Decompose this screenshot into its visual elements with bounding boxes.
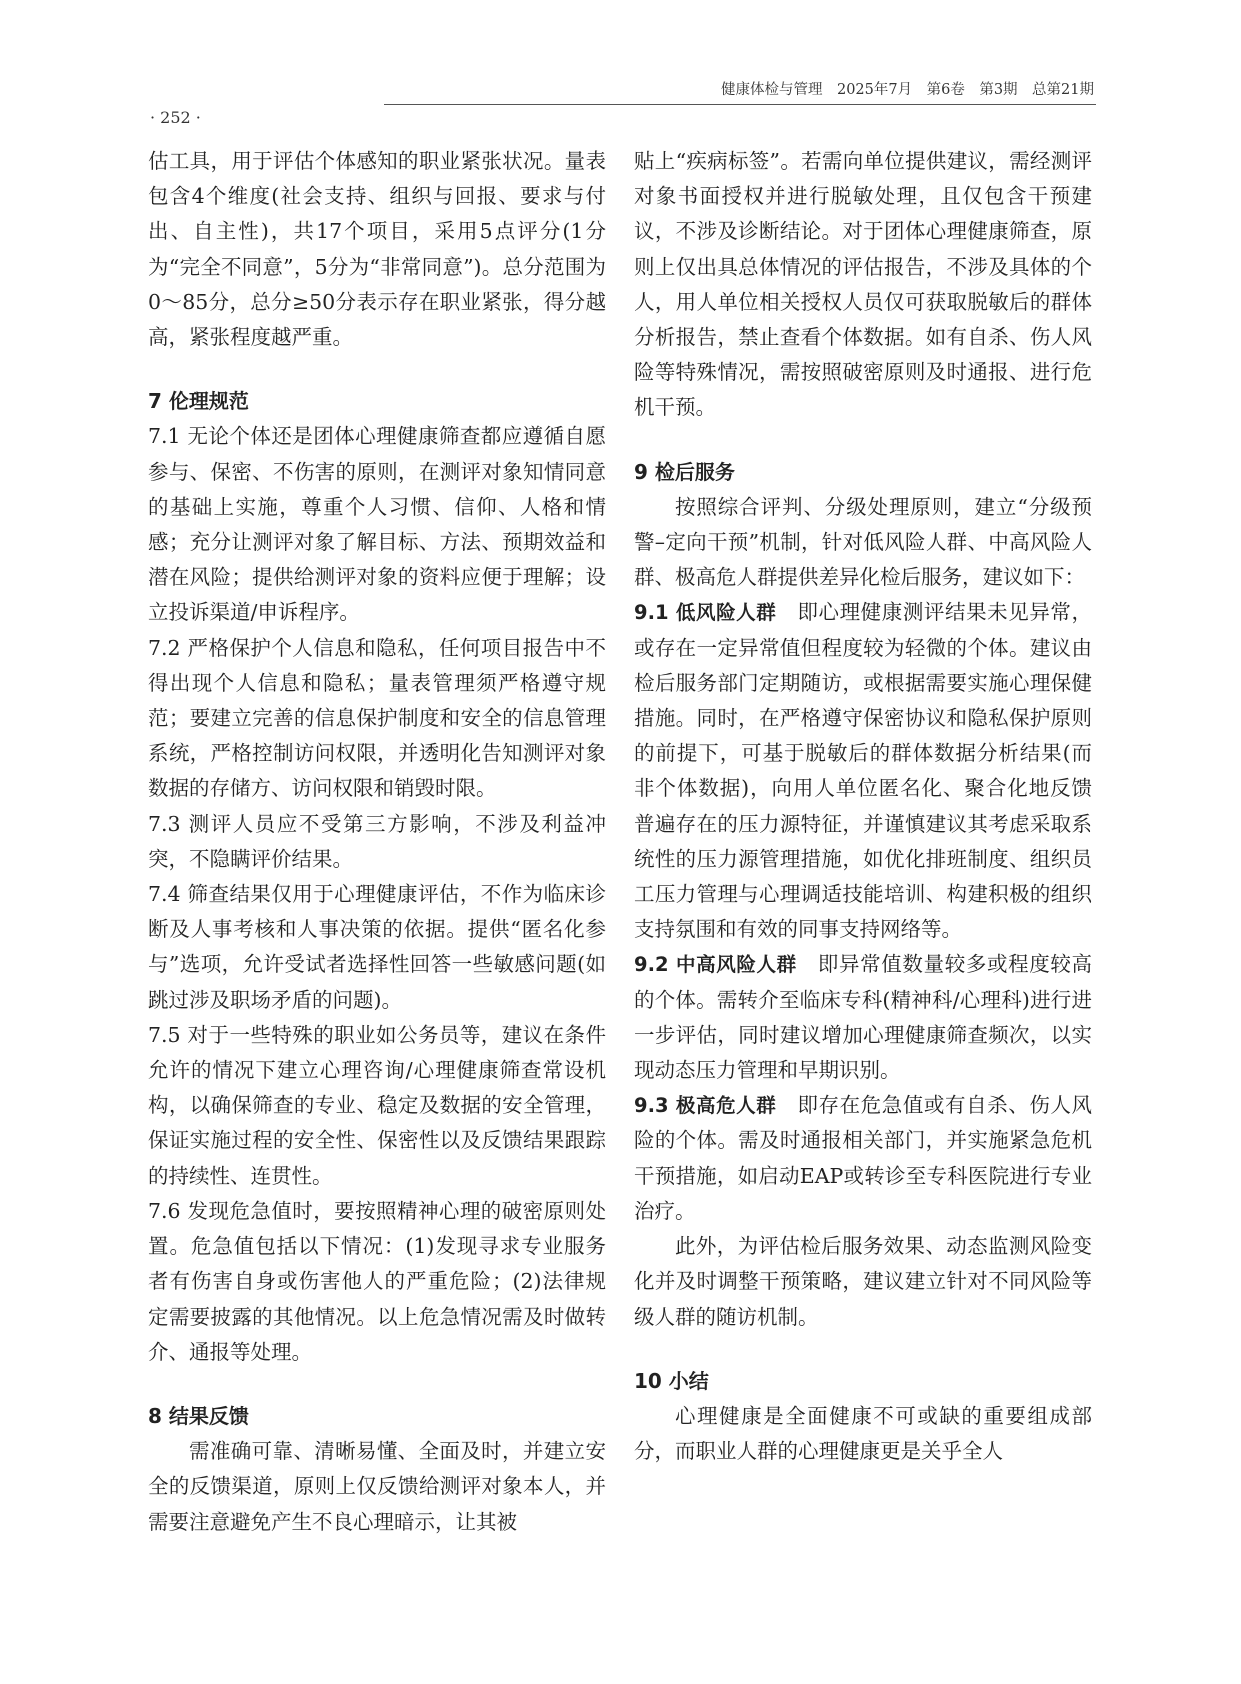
paragraph-9-2-body: 即异常值数量较多或程度较高的个体。需转介至临床专科(精神科/心理科)进行进一步评估，同时建议增加心理健康筛查频次，以实现动态压力管理和早期识别。 xyxy=(634,952,1092,1083)
paragraph-7-4: 7.4 筛查结果仅用于心理健康评估，不作为临床诊断及人事考核和人事决策的依据。提供“匿名化参与”选项，允许受试者选择性回答一些敏感问题(如跳过涉及职场矛盾的问题)。 xyxy=(148,882,606,1012)
page-number: · 252 · xyxy=(150,108,201,127)
paragraph-9-3-body: 即存在危急值或有自杀、伤人风险的个体。需及时通报相关部门，并实施紧急危机干预措施，如启动EAP或转诊至专科医院进行专业治疗。 xyxy=(634,1093,1093,1223)
left-column xyxy=(148,144,606,1540)
subheading-9-2: 9.2 中高风险人群 xyxy=(634,953,797,977)
paragraph-7-1: 7.1 无论个体还是团体心理健康筛查都应遵循自愿参与、保密、不伤害的原则，在测评对象知情同意的基础上实施，尊重个人习惯、信仰、人格和情感；充分让测评对象了解目标、方法、预期效益和潜在风险；提供给测评对象的资料应便于理解；设立投诉渠道/申诉程序。 xyxy=(148,424,606,625)
paragraph-8-1: 需准确可靠、清晰易懂、全面及时，并建立安全的反馈渠道，原则上仅反馈给测评对象本人，并需要注意避免产生不良心理暗示，让其被 xyxy=(148,1439,606,1534)
right-column xyxy=(634,144,1092,1469)
paragraph-10-1: 心理健康是全面健康不可或缺的重要组成部分，而职业人群的心理健康更是关乎全人 xyxy=(634,1403,1092,1464)
section-8-heading: 8 结果反馈 xyxy=(148,1403,249,1428)
section-9-heading: 9 检后服务 xyxy=(634,459,735,484)
section-7-heading: 7 伦理规范 xyxy=(148,389,249,414)
header-rule xyxy=(384,104,1096,105)
running-header: 健康体检与管理 2025年7月 第6卷 第3期 总第21期 xyxy=(720,82,1094,98)
paragraph-8-continued: 贴上“疾病标签”。若需向单位提供建议，需经测评对象书面授权并进行脱敏处理，且仅包含干预建议，不涉及诊断结论。对于团体心理健康筛查，原则上仅出具总体情况的评估报告，不涉及具体的个人，用人单位相关授权人员仅可获取脱敏后的群体分析报告，禁止查看个体数据。如有自杀、伤人风险等特殊情况，需按照破密原则及时通报、进行危机干预。 xyxy=(634,149,1092,420)
intro-paragraph: 估工具，用于评估个体感知的职业紧张状况。量表包含4个维度(社会支持、组织与回报、要求与付出、自主性)，共17个项目，采用5点评分(1分为“完全不同意”，5分为“非常同意”)。总分范围为0～85分，总分≥50分表示存在职业紧张，得分越高，紧张程度越严重。 xyxy=(148,149,606,350)
paragraph-7-3: 7.3 测评人员应不受第三方影响，不涉及利益冲突，不隐瞒评价结果。 xyxy=(148,811,606,871)
paragraph-7-5: 7.5 对于一些特殊的职业如公务员等，建议在条件允许的情况下建立心理咨询/心理健康筛查常设机构，以确保筛查的专业、稳定及数据的安全管理，保证实施过程的安全性、保密性以及反馈结果跟踪的持续性、连贯性。 xyxy=(148,1022,606,1188)
paragraph-7-6: 7.6 发现危急值时，要按照精神心理的破密原则处置。危急值包括以下情况：(1)发现寻求专业服务者有伤害自身或伤害他人的严重危险；(2)法律规定需要披露的其他情况。以上危急情况需及时做转介、通报等处理。 xyxy=(148,1198,606,1364)
paragraph-7-2: 7.2 严格保护个人信息和隐私，任何项目报告中不得出现个人信息和隐私；量表管理须严格遵守规范；要建立完善的信息保护制度和安全的信息管理系统，严格控制访问权限，并透明化告知测评对象数据的存储方、访问权限和销毁时限。 xyxy=(148,635,606,801)
section-10-heading: 10 小结 xyxy=(634,1368,709,1393)
paragraph-9-1 xyxy=(634,595,1092,947)
paragraph-9-intro: 按照综合评判、分级处理原则，建立“分级预警–定向干预”机制，针对低风险人群、中高风险人群、极高危人群提供差异化检后服务，建议如下： xyxy=(634,494,1092,590)
subheading-9-1: 9.1 低风险人群 xyxy=(634,601,777,625)
paragraph-9-extra: 此外，为评估检后服务效果、动态监测风险变化并及时调整干预策略，建议建立针对不同风险等级人群的随访机制。 xyxy=(634,1234,1092,1329)
paragraph-9-1-body: 即心理健康测评结果未见异常，或存在一定异常值但程度较为轻微的个体。建议由检后服务部门定期随访，或根据需要实施心理保健措施。同时，在严格遵守保密协议和隐私保护原则的前提下，可基于脱敏后的群体数据分析结果(而非个体数据)，向用人单位匿名化、聚合化地反馈普遍存在的压力源特征，并谨慎建议其考虑采取系统性的压力源管理措施，如优化排班制度、组织员工压力管理与心理调适技能培训、构建积极的组织支持氛围和有效的同事支持网络等。 xyxy=(634,600,1093,942)
paragraph-9-2 xyxy=(634,947,1092,1088)
subheading-9-3: 9.3 极高危人群 xyxy=(634,1094,777,1118)
paragraph-9-3 xyxy=(634,1088,1092,1229)
